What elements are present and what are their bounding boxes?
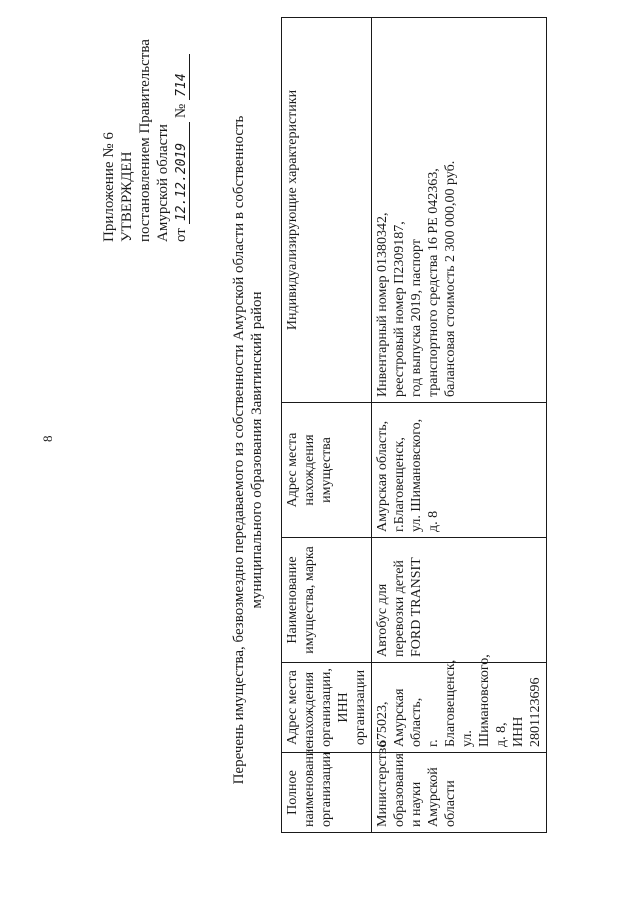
cell-characteristics — [372, 18, 547, 403]
text-line: ИНН 2801123696 — [511, 677, 543, 747]
header-property-name: Наименование имущества, марка — [282, 538, 372, 663]
text-line: перевозки детей — [392, 560, 407, 657]
text-line: г.Благовещенск, — [392, 437, 407, 532]
number-label: № — [173, 103, 189, 119]
decree-number: 714 — [175, 54, 190, 100]
cell-property-address — [372, 403, 547, 538]
property-table — [281, 17, 547, 833]
table-header-row — [282, 18, 372, 833]
approved-label: УТВЕРЖДЕН — [119, 151, 135, 242]
decree-date-number — [172, 12, 190, 242]
text-line: год выпуска 2019, паспорт — [409, 239, 424, 397]
decree-date: 12.12.2019 — [175, 122, 190, 224]
text-line: 675023, Амурская — [375, 688, 407, 747]
header-characteristics: Индивидуализирующие характеристики — [282, 18, 372, 403]
appendix-label: Приложение № 6 — [101, 132, 117, 242]
text-line: д. 8 — [426, 510, 441, 532]
cell-organization-name: Министерство образования и науки Амурской области — [372, 753, 547, 833]
approval-block — [100, 12, 190, 242]
approved-by-line-1: постановлением Правительства — [137, 39, 153, 242]
text-line: ул. Шимановского, — [460, 654, 492, 747]
text-line: реестровый номер П2309187, — [392, 221, 407, 397]
header-organization-address: Адрес места нахождения организации, ИНН организации — [282, 663, 372, 753]
document-title — [230, 90, 266, 810]
page-number: 8 — [40, 435, 55, 442]
table-row — [372, 18, 547, 833]
text-line: Амурская область, — [375, 420, 390, 532]
text-line: балансовая стоимость 2 300 000,00 руб. — [443, 160, 458, 397]
title-line-1: Перечень имущества, безвозмездно передаваемого из собственности Амурской области в собственность — [231, 115, 247, 785]
text-line: г. Благовещенск, — [426, 659, 458, 747]
text-line: д. 8, — [494, 722, 509, 747]
text-line: FORD TRANSIT — [409, 557, 424, 657]
text-line: транспортного средства 16 РЕ 042363, — [426, 168, 441, 397]
text-line: ул. Шимановского, — [409, 418, 424, 532]
header-property-address: Адрес места нахождения имущества — [282, 403, 372, 538]
cell-organization-address — [372, 654, 547, 753]
text-line: область, — [409, 697, 424, 747]
approved-by-line-2: Амурской области — [155, 124, 171, 242]
from-label: от — [173, 228, 189, 242]
header-organization-name: Полное наименование организации — [282, 753, 372, 833]
cell-property-name — [372, 538, 547, 663]
text-line: Инвентарный номер 01380342, — [375, 212, 390, 397]
title-line-2: муниципального образования Завитинский район — [249, 291, 265, 609]
text-line: Автобус для — [375, 583, 390, 657]
